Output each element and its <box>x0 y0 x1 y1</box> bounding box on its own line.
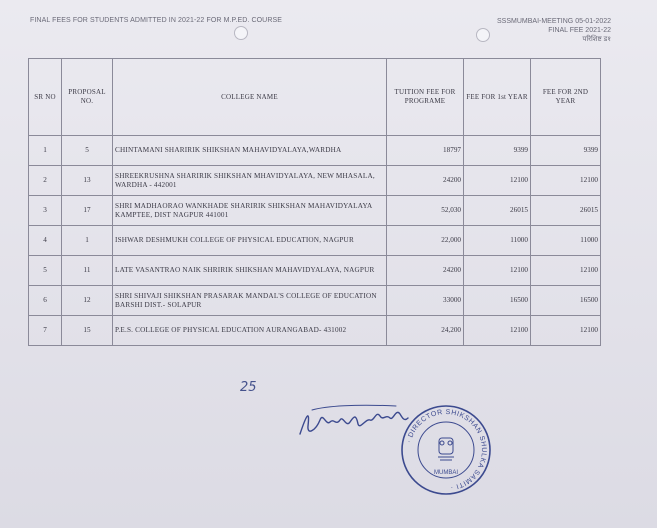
tuition-fee-cell: 22,000 <box>387 226 464 256</box>
proposal-no-cell: 15 <box>62 316 113 346</box>
handwritten-page-number: 25 <box>240 380 257 395</box>
table-row <box>29 256 601 286</box>
proposal-no-cell: 11 <box>62 256 113 286</box>
college-name-cell: ISHWAR DESHMUKH COLLEGE OF PHYSICAL EDUCATION, NAGPUR <box>113 226 387 256</box>
college-name-cell: CHINTAMANI SHARIRIK SHIKSHAN MAHAVIDYALAYA,WARDHA <box>113 136 387 166</box>
sr-no-cell: 1 <box>29 136 62 166</box>
stamp-ring-text: · DIRECTOR SHIKSHAN SHULKA SAMITI · <box>405 408 488 491</box>
fees-table <box>28 58 601 346</box>
table-row <box>29 286 601 316</box>
col-header-tuition-fee: TUITION FEE FOR PROGRAME <box>387 59 464 136</box>
tuition-fee-cell: 52,030 <box>387 196 464 226</box>
appendix-line: परिशिष्ट ड१ <box>582 36 611 43</box>
stamp-bottom-text: MUMBAI <box>434 470 458 476</box>
fee-year-2-cell: 11000 <box>531 226 601 256</box>
sr-no-cell: 3 <box>29 196 62 226</box>
fee-year-2-cell: 12100 <box>531 256 601 286</box>
sr-no-cell: 7 <box>29 316 62 346</box>
proposal-no-cell: 1 <box>62 226 113 256</box>
fee-year-1-cell: 12100 <box>464 316 531 346</box>
tuition-fee-cell: 33000 <box>387 286 464 316</box>
fee-year-2-cell: 12100 <box>531 166 601 196</box>
sr-no-cell: 5 <box>29 256 62 286</box>
tuition-fee-cell: 24200 <box>387 256 464 286</box>
col-header-college-name: COLLEGE NAME <box>113 59 387 136</box>
table-row <box>29 226 601 256</box>
tuition-fee-cell: 18797 <box>387 136 464 166</box>
meeting-line: SSSMUMBAI-MEETING 05-01-2022 <box>497 18 611 25</box>
fee-year-1-cell: 11000 <box>464 226 531 256</box>
fee-year-1-cell: 12100 <box>464 256 531 286</box>
fee-year-2-cell: 26015 <box>531 196 601 226</box>
sr-no-cell: 4 <box>29 226 62 256</box>
col-header-sr-no: SR NO <box>29 59 62 136</box>
fee-year-1-cell: 16500 <box>464 286 531 316</box>
fee-year-2-cell: 16500 <box>531 286 601 316</box>
tuition-fee-cell: 24,200 <box>387 316 464 346</box>
table-header-row <box>29 59 601 136</box>
col-header-fee-year-2: FEE FOR 2ND YEAR <box>531 59 601 136</box>
emblem-icon <box>438 438 454 460</box>
proposal-no-cell: 5 <box>62 136 113 166</box>
proposal-no-cell: 17 <box>62 196 113 226</box>
fee-year-1-cell: 9399 <box>464 136 531 166</box>
college-name-cell: SHREEKRUSHNA SHARIRIK SHIKSHAN MHAVIDYALAYA, NEW MHASALA, WARDHA - 442001 <box>113 166 387 196</box>
fee-year-1-cell: 12100 <box>464 166 531 196</box>
document-title: FINAL FEES FOR STUDENTS ADMITTED IN 2021-22 FOR M.P.ED. COURSE <box>30 17 283 24</box>
col-header-proposal-no: PROPOSAL NO. <box>62 59 113 136</box>
fee-year-1-cell: 26015 <box>464 196 531 226</box>
sr-no-cell: 6 <box>29 286 62 316</box>
college-name-cell: SHRI MADHAORAO WANKHADE SHARIRIK SHIKSHAN MAHAVIDYALAYA KAMPTEE, DIST NAGPUR 441001 <box>113 196 387 226</box>
proposal-no-cell: 12 <box>62 286 113 316</box>
table-row <box>29 166 601 196</box>
fee-year-2-cell: 12100 <box>531 316 601 346</box>
meeting-reference <box>497 17 611 44</box>
table-row <box>29 316 601 346</box>
proposal-no-cell: 13 <box>62 166 113 196</box>
final-fee-line: FINAL FEE 2021-22 <box>548 27 611 34</box>
table-row <box>29 136 601 166</box>
tuition-fee-cell: 24200 <box>387 166 464 196</box>
college-name-cell: SHRI SHIVAJI SHIKSHAN PRASARAK MANDAL'S COLLEGE OF EDUCATION BARSHI DIST.- SOLAPUR <box>113 286 387 316</box>
fee-year-2-cell: 9399 <box>531 136 601 166</box>
punch-hole-left <box>234 26 248 40</box>
official-seal-stamp <box>398 402 494 498</box>
sr-no-cell: 2 <box>29 166 62 196</box>
col-header-fee-year-1: FEE FOR 1st YEAR <box>464 59 531 136</box>
college-name-cell: LATE VASANTRAO NAIK SHRIRIK SHIKSHAN MAHAVIDYALAYA, NAGPUR <box>113 256 387 286</box>
college-name-cell: P.E.S. COLLEGE OF PHYSICAL EDUCATION AURANGABAD- 431002 <box>113 316 387 346</box>
table-row <box>29 196 601 226</box>
punch-hole-right <box>476 28 490 42</box>
